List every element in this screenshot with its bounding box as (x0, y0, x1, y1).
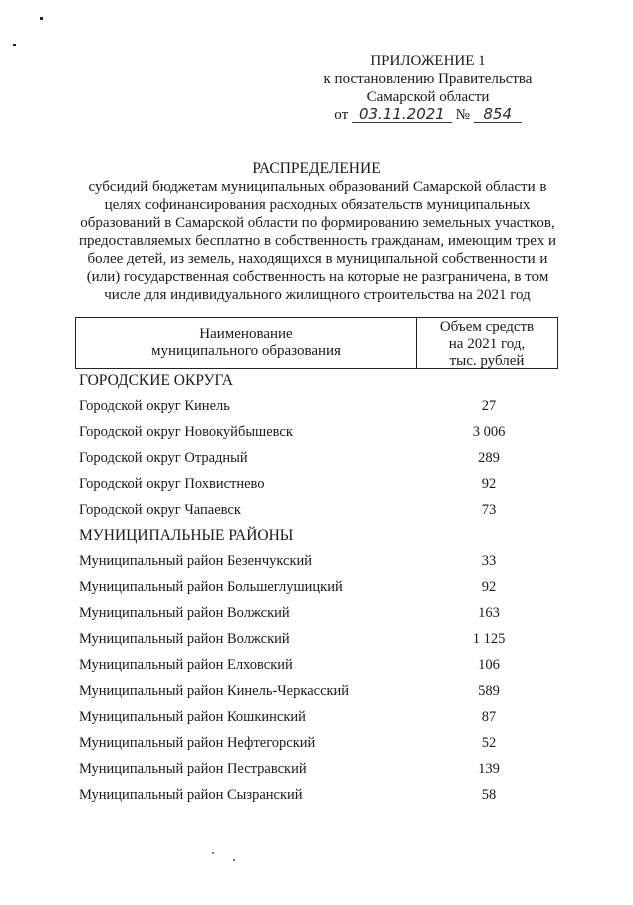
table-header (75, 317, 558, 369)
column-header-name-line-2: муниципального образования (151, 343, 341, 359)
scan-speck (233, 859, 235, 861)
row-value: 163 (478, 605, 500, 621)
appendix-title: ПРИЛОЖЕНИЕ 1 (370, 53, 486, 69)
appendix-line-1: к постановлению Правительства (323, 71, 533, 87)
section-municipal-districts: МУНИЦИПАЛЬНЫЕ РАЙОНЫ (79, 527, 294, 544)
row-name: Муниципальный район Волжский (79, 631, 290, 647)
row-value: 52 (481, 735, 497, 751)
table-row (79, 605, 559, 623)
appendix-date-line (298, 106, 558, 124)
row-name: Муниципальный район Кошкинский (79, 709, 306, 725)
from-label: от (334, 107, 349, 123)
handwritten-date: 03.11.2021 (352, 106, 452, 123)
row-name: Муниципальный район Кинель-Черкасский (79, 683, 350, 699)
row-value: 92 (481, 579, 497, 595)
row-value: 27 (481, 398, 497, 414)
row-name: Городской округ Отрадный (79, 450, 248, 466)
table-row (79, 631, 559, 649)
table-row (79, 398, 559, 416)
table-row (79, 709, 559, 727)
row-name: Муниципальный район Сызранский (79, 787, 303, 803)
row-name: Муниципальный район Безенчукский (79, 553, 313, 569)
table-row (79, 424, 559, 442)
document-title: РАСПРЕДЕЛЕНИЕ (252, 160, 381, 177)
appendix-block (298, 52, 558, 124)
number-label: № (455, 107, 470, 123)
section-city-districts: ГОРОДСКИЕ ОКРУГА (79, 372, 233, 389)
column-header-name (76, 318, 417, 368)
table-row (79, 553, 559, 571)
row-value: 33 (481, 553, 497, 569)
table-row (79, 476, 559, 494)
row-name: Муниципальный район Елховский (79, 657, 293, 673)
table-row (79, 657, 559, 675)
table-row (79, 761, 559, 779)
table-row (79, 735, 559, 753)
handwritten-number: 854 (474, 106, 522, 123)
row-value: 106 (478, 657, 500, 673)
column-header-volume (417, 318, 557, 368)
column-header-volume-line-3: тыс. рублей (449, 353, 525, 369)
scan-speck (13, 44, 16, 46)
scan-speck (40, 17, 43, 20)
column-header-volume-line-2: на 2021 год, (448, 336, 526, 352)
table-row (79, 502, 559, 520)
row-value: 289 (478, 450, 500, 466)
row-name: Городской округ Чапаевск (79, 502, 241, 518)
row-name: Муниципальный район Волжский (79, 605, 290, 621)
row-name: Муниципальный район Большеглушицкий (79, 579, 343, 595)
row-name: Городской округ Кинель (79, 398, 230, 414)
column-header-volume-line-1: Объем средств (439, 319, 535, 335)
row-name: Муниципальный район Нефтегорский (79, 735, 316, 751)
appendix-line-2: Самарской области (366, 89, 490, 105)
table-row (79, 579, 559, 597)
row-value: 92 (481, 476, 497, 492)
table-row (79, 683, 559, 701)
row-value: 139 (478, 761, 500, 777)
row-value: 58 (481, 787, 497, 803)
row-value: 1 125 (472, 631, 506, 647)
row-value: 73 (481, 502, 497, 518)
scan-speck (212, 852, 214, 854)
row-name: Городской округ Похвистнево (79, 476, 265, 492)
row-value: 87 (481, 709, 497, 725)
row-name: Муниципальный район Пестравский (79, 761, 307, 777)
table-row (79, 787, 559, 805)
row-value: 3 006 (472, 424, 506, 440)
table-row (79, 450, 559, 468)
column-header-name-line-1: Наименование (199, 326, 293, 342)
row-name: Городской округ Новокуйбышевск (79, 424, 293, 440)
row-value: 589 (478, 683, 500, 699)
document-subtitle: субсидий бюджетам муниципальных образований Самарской области в целях софинансирования расходных обязательств муниципальных образований в Самарской области по формированию земельных участков, предоставляемых бесплатно в собственность гражданам, имеющим трех и более детей, из земель, находящихся в муниципальной собственности и (или) государственная собственность на которые не разграничена, в том числе для индивидуального жилищного строительства на 2021 год (78, 179, 557, 303)
